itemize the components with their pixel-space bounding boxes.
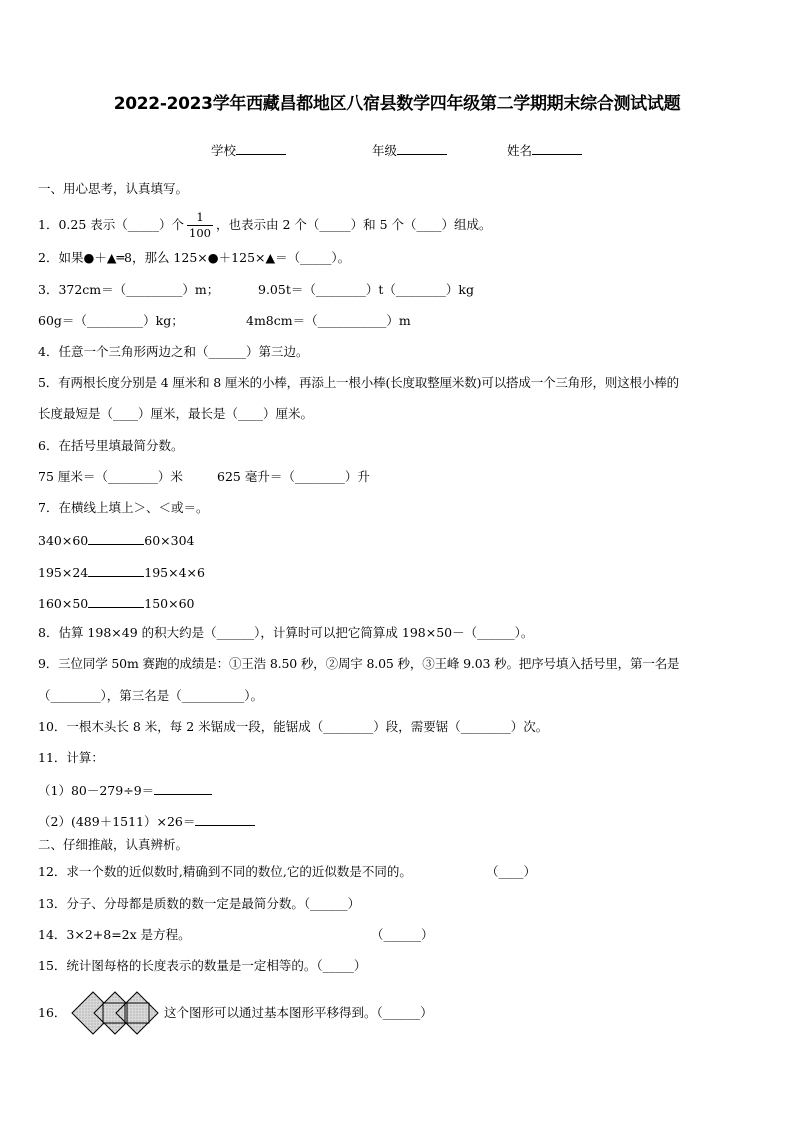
question-12: 12．求一个数的近似数时,精确到不同的数位,它的近似数是不同的。 <box>38 864 412 879</box>
question-6-b: 625 毫升＝（________）升 <box>217 469 370 484</box>
question-14-parens[interactable]: （______） <box>371 927 434 942</box>
compare-right: 195×4×6 <box>144 565 205 580</box>
compare-blank[interactable] <box>88 594 144 608</box>
question-13: 13．分子、分母都是质数的数一定是最简分数。（______） <box>38 896 361 911</box>
compare-right: 60×304 <box>144 533 195 548</box>
question-11: 11．计算： <box>38 750 104 765</box>
fraction-denominator: 100 <box>189 226 211 240</box>
answer-blank[interactable] <box>195 812 255 826</box>
three-overlapping-diamonds-figure <box>70 990 162 1036</box>
compare-blank[interactable] <box>88 563 144 577</box>
question-7-c <box>38 594 195 612</box>
section-1-heading: 一、用心思考，认真填写。 <box>38 181 189 196</box>
grade-blank[interactable] <box>397 141 447 155</box>
question-9-line-1: 9．三位同学 50m 赛跑的成绩是：①王浩 8.50 秒，②周宇 8.05 秒，③王峰 9.03 秒。把序号填入括号里，第一名是 <box>38 656 680 671</box>
compare-blank[interactable] <box>88 531 144 545</box>
expression: （2）(489＋1511）×26＝ <box>38 814 196 829</box>
question-7-a <box>38 531 195 549</box>
question-7-b <box>38 563 205 581</box>
question-3-d: 4m8cm＝（___________）m <box>246 313 411 328</box>
name-label: 姓名 <box>507 143 533 158</box>
grade-field <box>372 141 447 159</box>
section-2-heading: 二、仔细推敲，认真辨析。 <box>38 837 189 852</box>
compare-left: 340×60 <box>38 533 89 548</box>
question-10: 10．一根木头长 8 米，每 2 米锯成一段，能锯成（________）段，需要锯（________）次。 <box>38 719 549 734</box>
question-2: 2．如果●＋▲═8，那么 125×●＋125×▲＝（_____）。 <box>38 250 351 265</box>
school-blank[interactable] <box>236 141 286 155</box>
question-8: 8．估算 198×49 的积大约是（______），计算时可以把它简算成 198×50－（______）。 <box>38 625 534 640</box>
question-16-number: 16． <box>38 1005 67 1020</box>
question-1 <box>38 210 492 240</box>
diamond-shape <box>116 992 158 1034</box>
question-5-line-1: 5．有两根长度分别是 4 厘米和 8 厘米的小棒，再添上一根小棒(长度取整厘米数)可以搭成一个三角形，则这根小棒的 <box>38 375 679 390</box>
fraction-1-over-100 <box>187 211 213 240</box>
question-9-line-2: （________），第三名是（__________）。 <box>38 688 264 703</box>
question-5-line-2: 长度最短是（____）厘米，最长是（____）厘米。 <box>38 406 314 421</box>
question-4: 4．任意一个三角形两边之和（______）第三边。 <box>38 344 309 359</box>
question-3-a: 3．372cm＝（_________）m； <box>38 282 220 297</box>
expression: （1）80－279÷9＝ <box>38 783 155 798</box>
compare-left: 160×50 <box>38 596 89 611</box>
question-6: 6．在括号里填最简分数。 <box>38 438 184 453</box>
compare-right: 150×60 <box>144 596 195 611</box>
school-field <box>211 141 286 159</box>
question-1-part-a: 1．0.25 表示（_____）个 <box>38 217 185 232</box>
name-field <box>507 141 582 159</box>
name-blank[interactable] <box>532 141 582 155</box>
question-1-part-b: ，也表示由 2 个（_____）和 5 个（____）组成。 <box>215 217 492 232</box>
school-label: 学校 <box>211 143 237 158</box>
grade-label: 年级 <box>372 143 398 158</box>
question-6-a: 75 厘米＝（________）米 <box>38 469 183 484</box>
question-16: 这个图形可以通过基本图形平移得到。（______） <box>164 1005 433 1020</box>
question-12-parens[interactable]: （____） <box>486 864 537 879</box>
question-11-a <box>38 781 212 799</box>
question-3-c: 60g＝（_________）kg； <box>38 313 184 328</box>
question-3-b: 9.05t＝（________）t（________）kg <box>258 282 474 297</box>
compare-left: 195×24 <box>38 565 89 580</box>
question-7: 7．在横线上填上＞、＜或＝。 <box>38 500 209 515</box>
fraction-numerator: 1 <box>196 210 204 224</box>
question-11-b <box>38 812 255 830</box>
page-title: 2022-2023学年西藏昌都地区八宿县数学四年级第二学期期末综合测试试题 <box>113 94 681 114</box>
answer-blank[interactable] <box>154 781 212 795</box>
question-15: 15．统计图每格的长度表示的数量是一定相等的。（_____） <box>38 958 367 973</box>
question-14: 14．3×2+8=2x 是方程。 <box>38 927 191 942</box>
